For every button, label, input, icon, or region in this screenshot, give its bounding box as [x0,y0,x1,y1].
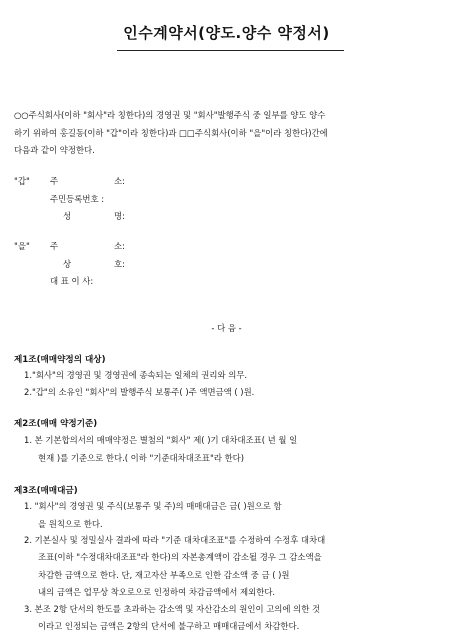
article-3-line-4: 조표(이하 "수정대차대조표"라 한다)의 자본총계액이 감소될 경우 그 감소액을 [38,552,322,562]
intro-line-1: ○○주식회사(이하 "회사"라 칭한다)의 경영권 및 "회사"발행주식 중 일부를 양도 양수 [14,110,326,120]
party-a-address-label-end: 소: [114,176,125,186]
section-divider: - 다 음 - [211,323,242,333]
party-a-name-label: 성 [63,211,72,221]
article-3-line-3: 2. 기본실사 및 정밀실사 결과에 따라 "기준 대차대조표"를 수정하여 수정후 대차대 [24,535,326,545]
article-2-line-1: 1. 본 기본합의서의 매매약정은 별첨의 "회사" 제( )기 대차대조표( 년 월 일 [24,435,298,445]
party-b-trade-label: 상 [63,259,72,269]
intro-line-3: 다음과 같이 약정한다. [14,145,95,155]
party-b-address-label-end: 소: [114,241,125,251]
article-1-item-1: 1."회사"의 경영권 및 경영권에 종속되는 일체의 권리와 의무. [24,370,248,380]
article-3-line-6: 내의 금액은 업무상 착오로으로 인정하여 차감금액에서 제외한다. [38,587,276,597]
party-a-address-label: 주 [50,176,59,186]
intro-line-2: 하기 위하여 홍길동(이하 "갑"이라 칭한다)과 □□주식회사(이하 "을"이라 칭한다)간에 [14,128,328,138]
party-b-ceo-label: 대 표 이 사: [50,276,94,286]
article-1-heading: 제1조(매매약정의 대상) [14,355,106,365]
article-3-line-1: 1. "회사"의 경영권 및 주식(보통주 및 주)의 매매대금은 금( )원으로 함 [24,501,282,511]
article-3-line-7: 3. 본조 2항 단서의 한도를 초과하는 감소액 및 자산감소의 원인이 고의에 의한 것 [24,604,321,614]
party-b-tag: "을" [14,241,30,251]
article-1-item-2: 2."갑"의 소유인 "회사"의 발행주식 보통주( )주 액면금액 ( )원. [24,387,255,397]
article-2-heading: 제2조(매매 약정기준) [14,419,98,429]
party-a-id-label: 주민등록번호 : [50,194,105,204]
party-a-tag: "갑" [14,176,30,186]
party-a-name-label-end: 명: [114,211,125,221]
article-3-line-5: 차감한 금액으로 한다. 단, 재고자산 부족으로 인한 감소액 중 금 ( )원 [38,570,290,580]
document-title: 인수계약서(양도.양수 약정서) [123,24,330,42]
party-b-trade-label-end: 호: [114,259,125,269]
title-underline [117,50,344,51]
article-3-line-2: 을 원칙으로 한다. [38,519,103,529]
article-2-line-2: 현재 )를 기준으로 한다.( 이하 "기준대차대조표"라 한다) [38,453,245,463]
party-b-address-label: 주 [50,241,59,251]
article-3-heading: 제3조(매매대금) [14,486,78,496]
article-3-line-8: 이라고 인정되는 금액은 2항의 단서에 불구하고 매매대금에서 차감한다. [38,621,300,631]
